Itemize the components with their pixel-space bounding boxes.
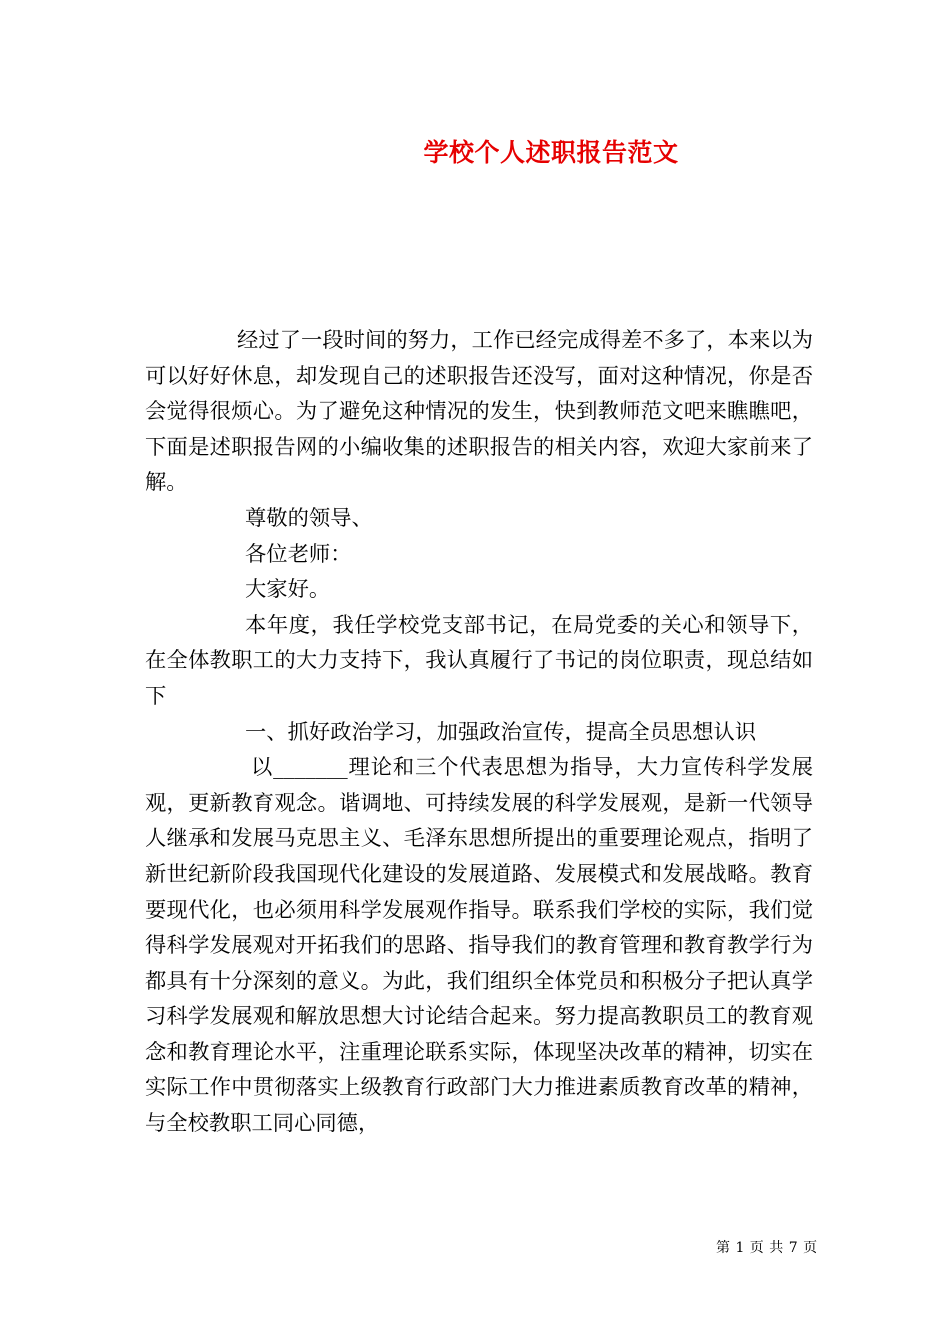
salutation-teachers: 各位老师： <box>245 541 352 567</box>
document-body <box>145 323 813 1142</box>
section-heading: 一、抓好政治学习，加强政治宣传，提高全员思想认识 <box>245 719 757 745</box>
salutation-leaders: 尊敬的领导、 <box>245 505 373 531</box>
greeting: 大家好。 <box>245 577 331 603</box>
body-paragraph: 以_______理论和三个代表思想为指导，大力宣传科学发展观，更新教育观念。谐调地、可持续发展的科学发展观，是新一代领导人继承和发展马克思主义、毛泽东思想所提出的重要理论观点，指明了新世纪新阶段我国现代化建设的发展道路、发展模式和发展战略。教育要现代化，也必须用科学发展观作指导。联系我们学校的实际，我们觉得科学发展观对开拓我们的思路、指导我们的教育管理和教育教学行为都具有十分深刻的意义。为此，我们组织全体党员和积极分子把认真学习科学发展观和解放思想大讨论结合起来。努力提高教职员工的教育观念和教育理论水平，注重理论联系实际，体现坚决改革的精神，切实在实际工作中贯彻落实上级教育行政部门大力推进素质教育改革的精神，与全校教职工同心同德， <box>145 755 813 1137</box>
page-number: 第 1 页 共 7 页 <box>716 1240 818 1256</box>
page-title: 学校个人述职报告范文 <box>423 138 679 167</box>
summary-paragraph: 本年度，我任学校党支部书记，在局党委的关心和领导下，在全体教职工的大力支持下，我认真履行了书记的岗位职责，现总结如下 <box>145 612 813 709</box>
intro-paragraph: 经过了一段时间的努力，工作已经完成得差不多了，本来以为可以好好休息，却发现自己的述职报告还没写，面对这种情况，你是否会觉得很烦心。为了避免这种情况的发生，快到教师范文吧来瞧瞧吧，下面是述职报告网的小编收集的述职报告的相关内容，欢迎大家前来了解。 <box>145 328 813 496</box>
